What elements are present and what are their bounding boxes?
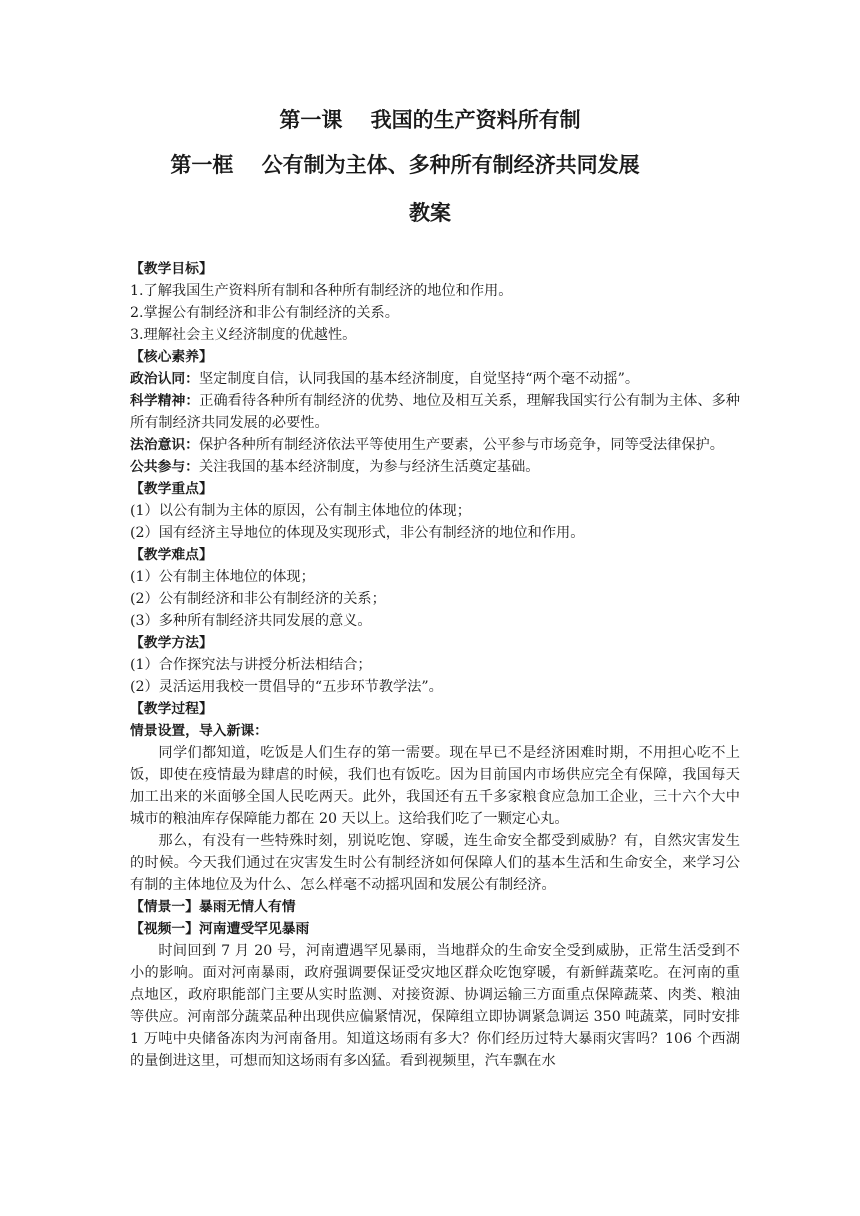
political-text: 坚定制度自信，认同我国的基本经济制度，自觉坚持“两个毫不动摇”。 (198, 371, 640, 387)
key-points-heading: 【教学重点】 (130, 481, 213, 497)
video-1-paragraph: 时间回到 7 月 20 号，河南遭遇罕见暴雨，当地群众的生命安全受到威胁，正常生活受到不小的影响。面对河南暴雨，政府强调要保证受灾地区群众吃饱穿暖，有新鲜蔬菜吃。在河南的重点地区，政府职能部门主要从实时监测、对接资源、协调运输三方面重点保障蔬菜、肉类、粮油等供应。河南部分蔬菜品种出现供应偏紧情况，保障组立即协调紧急调运 350 吨蔬菜，同时安排 1 万吨中央储备冻肉为河南备用。知道这场雨有多大？你们经历过特大暴雨灾害吗？106 个西湖的量倒进这里，可想而知这场雨有多凶猛。看到视频里，汽车飘在水 (130, 943, 740, 1069)
intro-paragraph-1: 同学们都知道，吃饭是人们生存的第一需要。现在早已不是经济困难时期，不用担心吃不上饭，即使在疫情最为肆虐的时候，我们也有饭吃。因为目前国内市场供应完全有保障，我国每天加工出来的米面够全国人民吃两天。此外，我国还有五千多家粮食应急加工企业，三十六个大中城市的粮油库存保障能力都在 20 天以上。这给我们吃了一颗定心丸。 (130, 745, 740, 827)
method-item: (2）灵活运用我校一贯倡导的“五步环节教学法”。 (130, 679, 443, 695)
difficulty-item: (3）多种所有制经济共同发展的意义。 (130, 613, 372, 629)
public-text: 关注我国的基本经济制度，为参与经济生活奠定基础。 (198, 459, 540, 475)
law-text: 保护各种所有制经济依法平等使用生产要素，公平参与市场竞争，同等受法律保护。 (198, 437, 724, 453)
literacy-law (130, 434, 740, 456)
literacy-heading: 【核心素养】 (130, 349, 213, 365)
key-point-item: (2）国有经济主导地位的体现及实现形式，非公有制经济的地位和作用。 (130, 525, 585, 541)
key-point-item: (1）以公有制为主体的原因，公有制主体地位的体现； (130, 503, 471, 519)
goal-item: 2.掌握公有制经济和非公有制经济的关系。 (130, 305, 399, 321)
process-heading: 【教学过程】 (130, 701, 213, 717)
goal-item: 3.理解社会主义经济制度的优越性。 (130, 327, 357, 343)
literacy-public (130, 456, 740, 478)
methods-heading: 【教学方法】 (130, 635, 213, 651)
goals-heading: 【教学目标】 (130, 261, 213, 277)
lesson-title: 第一课 我国的生产资料所有制 (279, 108, 581, 132)
difficulty-item: (1）公有制主体地位的体现； (130, 569, 315, 585)
difficulties-heading: 【教学难点】 (130, 547, 213, 563)
literacy-political (130, 368, 740, 390)
video-1-heading: 【视频一】河南遭受罕见暴雨 (130, 921, 310, 937)
document-body (130, 258, 740, 1072)
political-label: 政治认同： (130, 371, 199, 387)
law-label: 法治意识： (130, 437, 199, 453)
goal-item: 1.了解我国生产资料所有制和各种所有制经济的地位和作用。 (130, 283, 513, 299)
scene-1-heading: 【情景一】暴雨无情人有情 (130, 899, 296, 915)
intro-label: 情景设置，导入新课： (130, 723, 268, 739)
difficulty-item: (2）公有制经济和非公有制经济的关系； (130, 591, 386, 607)
science-label: 科学精神： (130, 393, 200, 409)
science-text: 正确看待各种所有制经济的优势、地位及相互关系，理解我国实行公有制为主体、多种所有制经济共同发展的必要性。 (130, 393, 740, 431)
literacy-science (130, 390, 740, 434)
intro-paragraph-2: 那么，有没有一些特殊时刻，别说吃饱、穿暖，连生命安全都受到威胁？有，自然灾害发生的时候。今天我们通过在灾害发生时公有制经济如何保障人们的基本生活和生命安全，来学习公有制的主体地位及为什么、怎么样毫不动摇巩固和发展公有制经济。 (130, 833, 740, 893)
public-label: 公共参与： (130, 459, 199, 475)
frame-title: 第一框 公有制为主体、多种所有制经济共同发展 (170, 153, 640, 177)
doc-type-title: 教案 (409, 201, 451, 225)
method-item: (1）合作探究法与讲授分析法相结合； (130, 657, 372, 673)
